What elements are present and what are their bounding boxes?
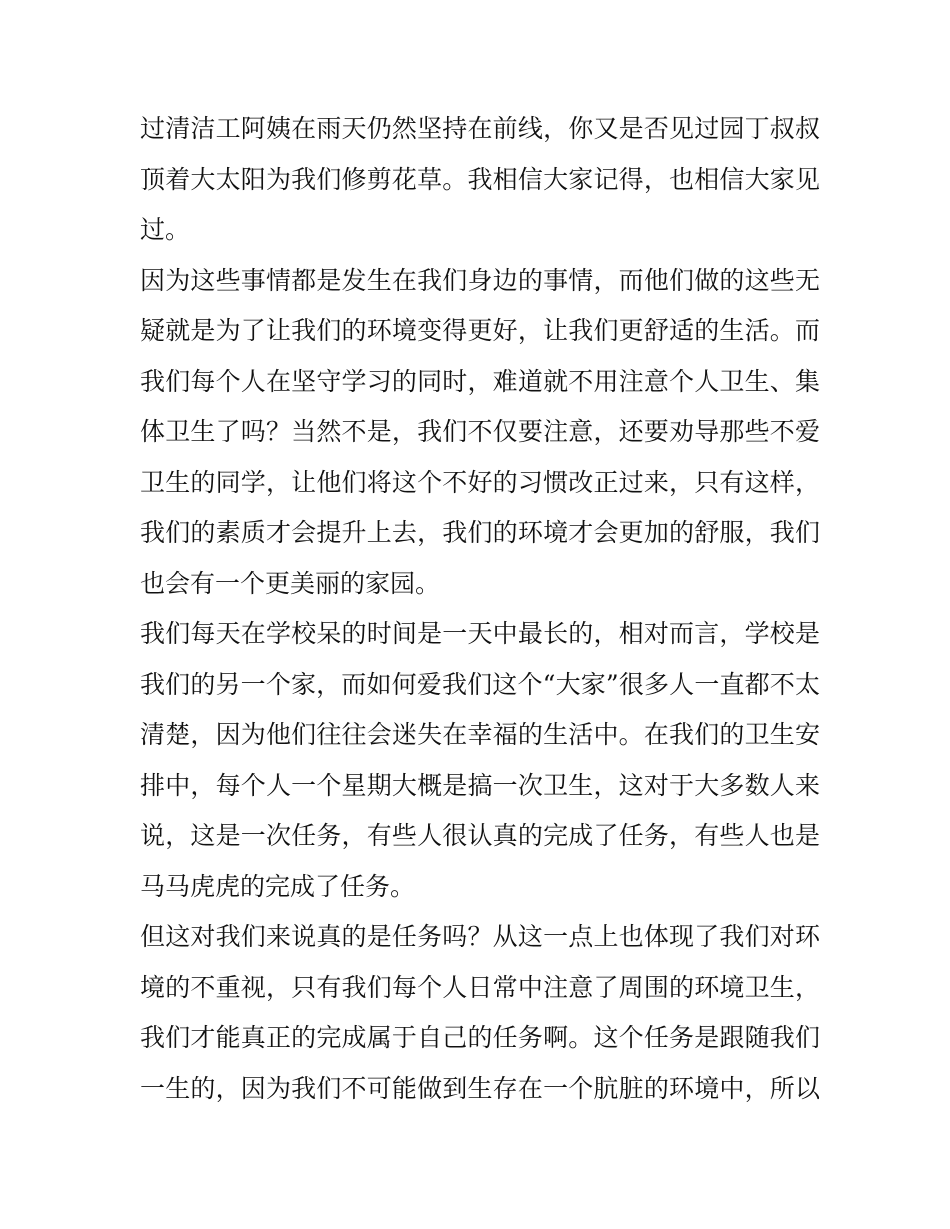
- text-line: 疑就是为了让我们的环境变得更好，让我们更舒适的生活。而: [140, 316, 820, 345]
- text-line: 我们的素质才会提升上去，我们的环境才会更加的舒服，我们: [140, 518, 820, 547]
- text-line: 我们的另一个家，而如何爱我们这个“大家”很多人一直都不太: [140, 669, 820, 699]
- text-line: 排中，每个人一个星期大概是搞一次卫生，这对于大多数人来: [140, 770, 820, 800]
- paragraph-4: [140, 912, 820, 1114]
- text-line: 因为这些事情都是发生在我们身边的事情，而他们做的这些无: [140, 265, 820, 295]
- text-line: 顶着大太阳为我们修剪花草。我相信大家记得，也相信大家见: [140, 164, 820, 194]
- paragraph-3: [140, 609, 820, 912]
- body-text: [140, 104, 820, 1114]
- text-line: 我们才能真正的完成属于自己的任务啊。这个任务是跟随我们: [140, 1023, 820, 1052]
- text-line: 也会有一个更美丽的家园。: [140, 568, 441, 598]
- text-line: 卫生的同学，让他们将这个不好的习惯改正过来，只有这样，: [140, 467, 820, 497]
- paragraph-2: [140, 256, 820, 610]
- text-line: 说，这是一次任务，有些人很认真的完成了任务，有些人也是: [140, 821, 820, 850]
- text-line: 过。: [140, 215, 191, 244]
- text-line: 但这对我们来说真的是任务吗？从这一点上也体现了我们对环: [140, 922, 820, 951]
- text-line: 清楚，因为他们往往会迷失在幸福的生活中。在我们的卫生安: [140, 720, 820, 749]
- text-line: 一生的，因为我们不可能做到生存在一个肮脏的环境中，所以: [140, 1073, 820, 1103]
- text-line: 我们每天在学校呆的时间是一天中最长的，相对而言，学校是: [140, 619, 820, 648]
- text-line: 境的不重视，只有我们每个人日常中注意了周围的环境卫生，: [140, 972, 820, 1002]
- text-line: 马马虎虎的完成了任务。: [140, 871, 416, 901]
- paragraph-1: [140, 104, 820, 256]
- text-line: 我们每个人在坚守学习的同时，难道就不用注意个人卫生、集: [140, 366, 820, 396]
- text-line: 过清洁工阿姨在雨天仍然坚持在前线，你又是否见过园丁叔叔: [140, 114, 820, 143]
- text-line: 体卫生了吗？当然不是，我们不仅要注意，还要劝导那些不爱: [140, 417, 820, 446]
